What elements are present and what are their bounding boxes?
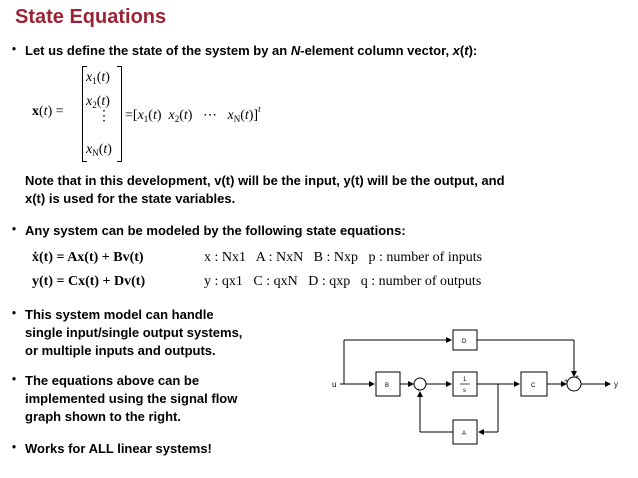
integrator-denominator: s [463, 388, 466, 394]
block-a-label: A [462, 431, 467, 437]
sum-right-plus-top: + [575, 374, 580, 381]
dimensions-line-1: x : Nx1 A : NxN B : Nxp p : number of inputs [204, 250, 483, 265]
state-equation: ẋ(t) = Ax(t) + Bv(t) [32, 250, 144, 265]
block-c-label: C [531, 383, 536, 389]
bullet-dot: • [12, 224, 17, 236]
bullet-2-text: Any system can be modeled by the following state equations: [25, 223, 406, 238]
x-of-t-lhs: x(t) = [32, 104, 64, 119]
sum-left-plus: + [417, 388, 421, 394]
vector-entry-x2: $x_2(t)$ [86, 94, 110, 110]
output-equation: y(t) = Cx(t) + Dv(t) [32, 274, 146, 289]
dimensions-line-2: y : qx1 C : qxN D : qxp q : number of outputs [204, 274, 482, 289]
integrator-numerator: 1 [463, 377, 467, 383]
note-text: Note that in this development, v(t) will be the input, y(t) will be the output, and x(t) is used for the state variables. [25, 173, 505, 206]
signal-flow-graph [330, 322, 630, 452]
column-bracket-right [117, 66, 122, 162]
bullet-dot: • [12, 374, 17, 386]
bullet-dot: • [12, 442, 17, 454]
slide-title: State Equations [15, 6, 167, 28]
bullet-1-text: Let us define the state of the system by an N-element column vector, x(t): [25, 43, 478, 58]
bullet-3-text: This system model can handle single input/single output systems, or multiple inputs and outputs. [25, 307, 243, 358]
bullet-dot: • [12, 308, 17, 320]
vector-entry-xN: $x_N(t)$ [86, 142, 112, 158]
row-vector-transpose: $=[x_1(t)$ $x_2(t)$ ⋯ $x_N(t)]^t$ [125, 104, 261, 124]
input-label: u [332, 380, 337, 389]
bullet-5-text: Works for ALL linear systems! [25, 441, 212, 456]
vector-vdots: ⋮ [97, 109, 111, 124]
vector-entry-x1: $x_1(t)$ [86, 70, 110, 86]
bullet-dot: • [12, 44, 17, 56]
block-d-label: D [462, 339, 467, 345]
bullet-4-text: The equations above can be implemented using the signal flow graph shown to the right. [25, 373, 238, 424]
block-b-label: B [385, 383, 390, 389]
sum-right-plus-left: + [564, 378, 569, 385]
output-label: y [614, 380, 618, 389]
